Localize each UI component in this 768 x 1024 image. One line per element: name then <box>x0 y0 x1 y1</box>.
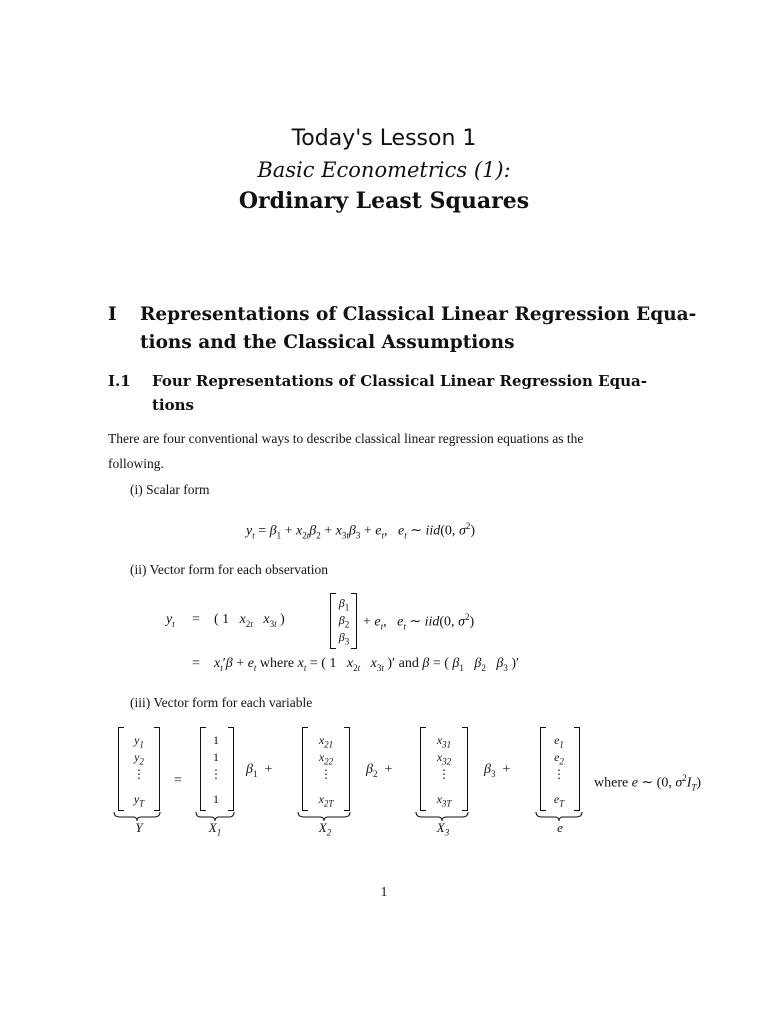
vector-obs-equals-2: = <box>192 656 200 671</box>
subsection-number: I.1 <box>108 372 131 390</box>
equals-sign: = <box>174 773 182 788</box>
intro-line1: There are four conventional ways to describe classical linear regression equations as the <box>108 431 584 446</box>
lesson-title: Today's Lesson 1 <box>291 126 477 151</box>
lesson-topic: Ordinary Least Squares <box>238 188 530 214</box>
beta3-term: $\beta_3$ + <box>484 762 511 779</box>
vector-obs-error: + $e_t$, $e_t$ ∼ iid(0, $\sigma^2$) <box>363 612 475 632</box>
lesson-subtitle: Basic Econometrics (1): <box>257 158 511 182</box>
row-vector-xt: ( 1 $x_{2t}$ $x_{3t}$ ) <box>214 612 285 629</box>
beta1-term: $\beta_1$ + <box>246 762 273 779</box>
vector-obs-label: (ii) Vector form for each observation <box>130 562 329 577</box>
label-X2: $X_2$ <box>318 820 332 838</box>
label-X3: $X_3$ <box>436 820 450 838</box>
vector-obs-equals-1: = <box>192 612 200 627</box>
section-number: I <box>108 304 117 325</box>
intro-line2: following. <box>108 456 164 471</box>
label-Y: Y <box>135 820 143 835</box>
subsection-title-line1: Four Representations of Classical Linear Regression Equa- <box>152 372 647 390</box>
label-e: e <box>557 820 563 835</box>
section-title-line1: Representations of Classical Linear Regression Equa- <box>140 304 697 325</box>
scalar-form-label: (i) Scalar form <box>130 482 210 497</box>
scalar-equation: $y_t = \beta_1 + x_{2t}\beta_2 + x_{3t}\beta_3 + e_t$, $e_t$ ∼ iid(0, $\sigma^2$) <box>246 521 476 541</box>
section-title-line2: tions and the Classical Assumptions <box>140 332 515 353</box>
beta2-term: $\beta_2$ + <box>366 762 393 779</box>
page-number: 1 <box>380 884 388 899</box>
error-distribution: where e ∼ (0, $\sigma^2I_T$) <box>594 773 702 793</box>
vector-obs-lhs: $y_t$ <box>166 612 175 629</box>
subsection-title-line2: tions <box>152 396 194 414</box>
vector-var-label: (iii) Vector form for each variable <box>130 695 313 710</box>
vector-obs-compact: $x_t'\beta + e_t$ where $x_t$ = ( 1 $x_{2t}$ $x_{3t}$ )′ and β = ( $\beta_1$ $\beta_2$ $\beta_3$ )′ <box>214 656 520 673</box>
label-X1: $X_1$ <box>208 820 222 838</box>
